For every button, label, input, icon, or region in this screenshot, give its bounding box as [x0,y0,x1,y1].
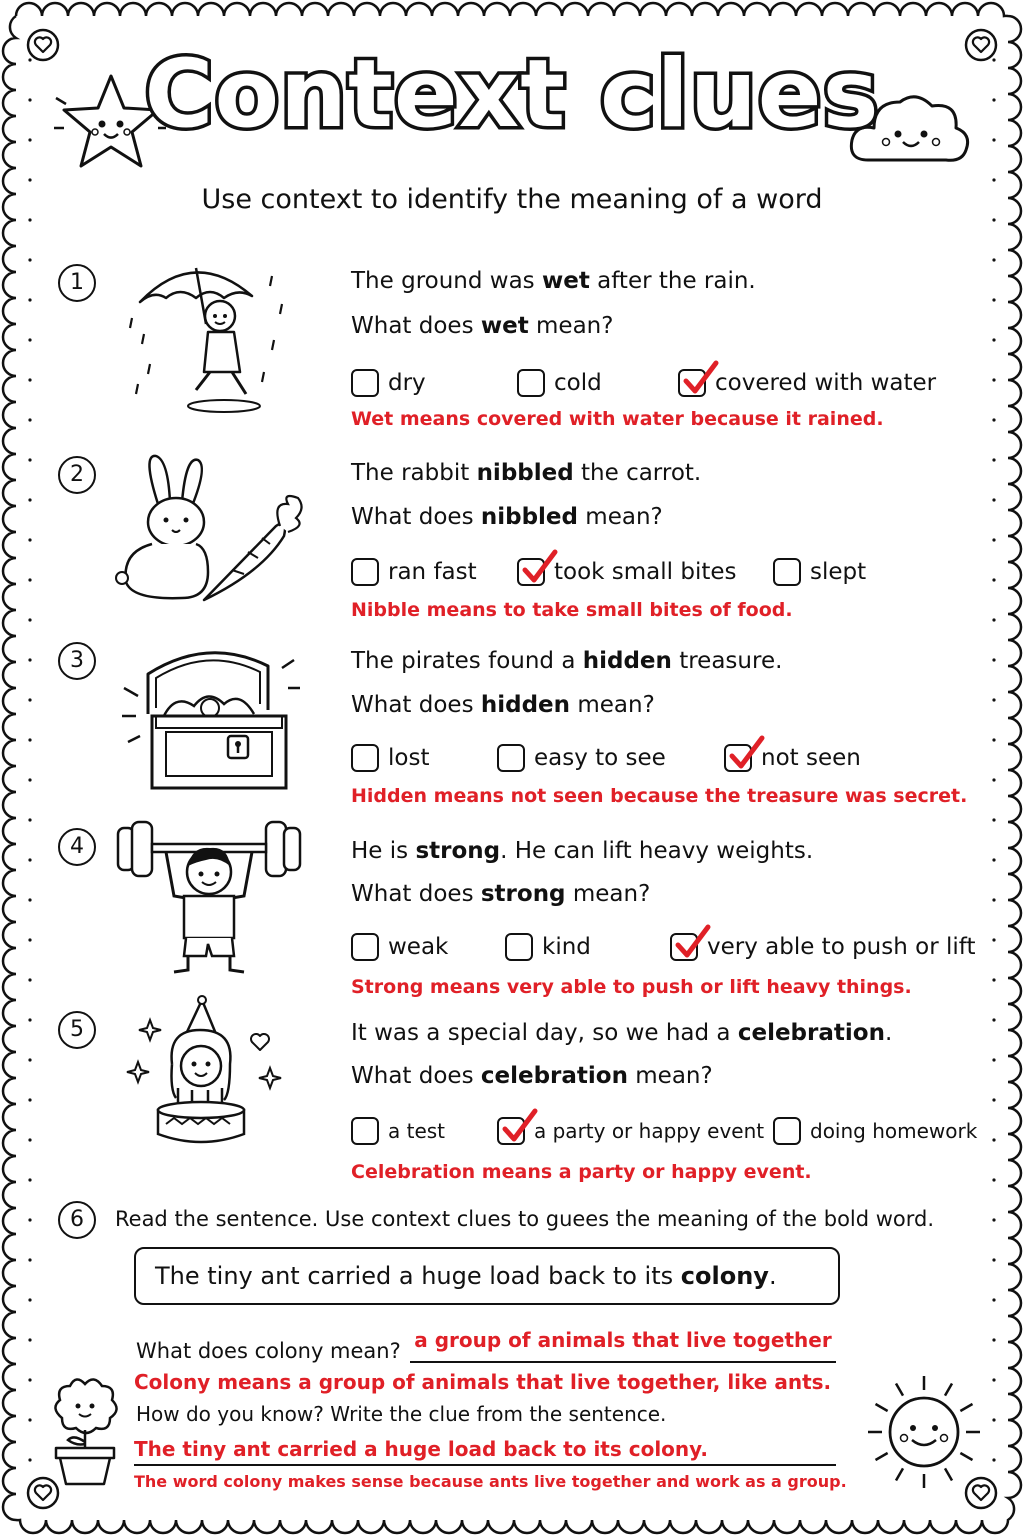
meaning-prompt: What does colony mean? [136,1339,401,1363]
question-number: 3 [58,642,96,680]
check-mark-icon [519,548,561,588]
question-number: 5 [58,1011,96,1049]
sun-icon [862,1370,986,1494]
child-lifting-barbell-picture [114,816,304,980]
checkbox[interactable] [351,558,379,586]
answer-option[interactable]: covered with water [678,366,936,400]
check-mark-icon [726,734,768,774]
answer-option[interactable]: doing homework [773,1114,977,1148]
question-sentence: The ground was wet after the rain. [351,268,756,294]
checkbox-checked[interactable] [497,1117,525,1145]
question-prompt: What does hidden mean? [351,692,655,718]
checkbox[interactable] [773,1117,801,1145]
question-instruction: Read the sentence. Use context clues to guees the meaning of the bold word. [115,1207,935,1231]
question-sentence: He is strong. He can lift heavy weights. [351,838,814,864]
clue-prompt: How do you know? Write the clue from the sentence. [136,1402,667,1426]
checkbox-checked[interactable] [517,558,545,586]
checkbox[interactable] [497,744,525,772]
checkbox[interactable] [773,558,801,586]
question-prompt: What does nibbled mean? [351,504,663,530]
answer-option[interactable]: a test [351,1114,445,1148]
answer-option[interactable]: a party or happy event [497,1114,764,1148]
check-mark-icon [680,359,722,399]
answer-option[interactable]: lost [351,741,429,775]
check-mark-icon [672,923,714,963]
page-subtitle: Use context to identify the meaning of a word [201,184,823,215]
question-prompt: What does wet mean? [351,313,614,339]
question-sentence: The pirates found a hidden treasure. [351,648,783,674]
answer-option[interactable]: took small bites [517,555,737,589]
meaning-answer-field[interactable]: a group of animals that live together [410,1325,836,1363]
answer-option[interactable]: very able to push or lift [670,930,975,964]
question-sentence: The rabbit nibbled the carrot. [351,460,702,486]
answer-explanation: Strong means very able to push or lift heavy things. [351,976,912,998]
context-sentence-box: The tiny ant carried a huge load back to its colony. [134,1247,840,1305]
rabbit-with-carrot-picture [112,452,308,608]
page-title: Context clues [144,40,880,149]
question-sentence: It was a special day, so we had a celebration. [351,1020,893,1046]
final-explanation: The word colony makes sense because ants live together and work as a group. [134,1472,847,1491]
child-with-umbrella-picture [124,254,298,418]
question-number: 6 [58,1201,96,1239]
checkbox-checked[interactable] [678,369,706,397]
question-prompt: What does celebration mean? [351,1063,713,1089]
question-prompt: What does strong mean? [351,881,651,907]
answer-option[interactable]: kind [505,930,591,964]
answer-explanation: Wet means covered with water because it rained. [351,408,884,430]
checkbox[interactable] [351,369,379,397]
checkbox-checked[interactable] [724,744,752,772]
checkbox[interactable] [351,1117,379,1145]
meaning-explanation: Colony means a group of animals that live together, like ants. [134,1370,832,1394]
checkbox[interactable] [351,744,379,772]
question-number: 2 [58,456,96,494]
answer-option[interactable]: easy to see [497,741,666,775]
answer-explanation: Hidden means not seen because the treasure was secret. [351,785,968,807]
answer-option[interactable]: cold [517,366,602,400]
answer-explanation: Nibble means to take small bites of food. [351,599,793,621]
answer-explanation: Celebration means a party or happy event. [351,1161,812,1183]
clue-answer-field[interactable]: The tiny ant carried a huge load back to its colony. [134,1434,836,1466]
checkbox[interactable] [505,933,533,961]
answer-option[interactable]: dry [351,366,426,400]
check-mark-icon [499,1107,541,1147]
flower-pot-icon [46,1376,124,1488]
question-number: 4 [58,828,96,866]
girl-with-birthday-cake-picture [120,994,284,1160]
answer-option[interactable]: weak [351,930,448,964]
checkbox-checked[interactable] [670,933,698,961]
answer-option[interactable]: not seen [724,741,861,775]
checkbox[interactable] [517,369,545,397]
answer-option[interactable]: ran fast [351,555,477,589]
checkbox[interactable] [351,933,379,961]
question-number: 1 [58,264,96,302]
treasure-chest-picture [118,640,304,796]
answer-option[interactable]: slept [773,555,866,589]
